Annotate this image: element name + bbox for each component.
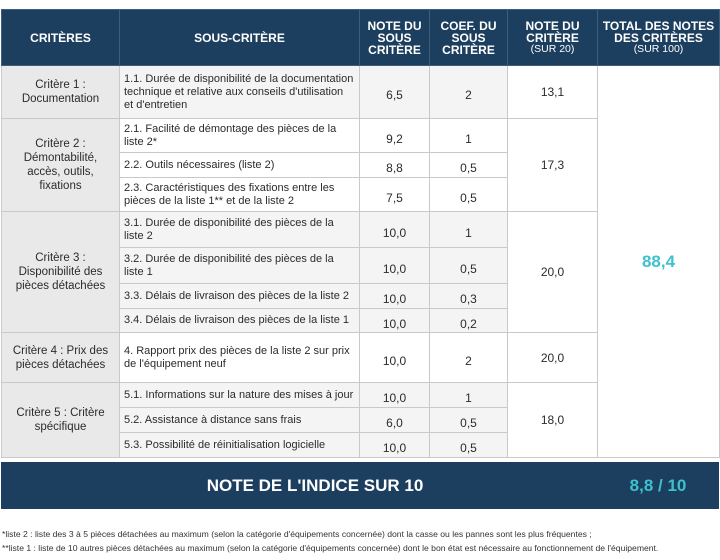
sub-criterion-coef: 2 xyxy=(430,66,508,119)
sub-criterion-note: 10,0 xyxy=(360,383,430,408)
header-row xyxy=(2,10,720,66)
criterion-label: Critère 3 : Disponibilité des pièces détachées xyxy=(2,212,120,333)
criterion-note: 20,0 xyxy=(508,212,598,333)
sub-criterion-coef: 0,5 xyxy=(430,433,508,458)
sub-criterion-coef: 0,5 xyxy=(430,408,508,433)
sub-criterion-label: 3.1. Durée de disponibilité des pièces de la liste 2 xyxy=(120,212,360,248)
sub-criterion-note: 7,5 xyxy=(360,178,430,212)
criterion-note: 17,3 xyxy=(508,119,598,212)
sub-criterion-coef: 1 xyxy=(430,119,508,153)
sub-criterion-note: 6,5 xyxy=(360,66,430,119)
sub-criterion-note: 10,0 xyxy=(360,248,430,284)
sub-criterion-label: 2.1. Facilité de démontage des pièces de la liste 2* xyxy=(120,119,360,153)
sub-criterion-note: 10,0 xyxy=(360,212,430,248)
sub-criterion-coef: 1 xyxy=(430,212,508,248)
header-coef-sous-critere: COEF. DU SOUS CRITÈRE xyxy=(430,10,508,66)
sub-criterion-note: 8,8 xyxy=(360,153,430,178)
criterion-label: Critère 2 : Démontabilité, accès, outils, fixations xyxy=(2,119,120,212)
sub-criterion-label: 3.3. Délais de livraison des pièces de la liste 2 xyxy=(120,284,360,309)
sub-criterion-label: 3.2. Durée de disponibilité des pièces de la liste 1 xyxy=(120,248,360,284)
criterion-note: 18,0 xyxy=(508,383,598,458)
criterion-label: Critère 4 : Prix des pièces détachées xyxy=(2,333,120,383)
index-score-value: 8,8 / 10 xyxy=(629,476,687,495)
criterion-label: Critère 1 : Documentation xyxy=(2,66,120,119)
table-row xyxy=(2,66,720,119)
sub-criterion-label: 5.1. Informations sur la nature des mises à jour xyxy=(120,383,360,408)
header-total-unit: (SUR 100) xyxy=(633,43,684,55)
sub-criterion-note: 6,0 xyxy=(360,408,430,433)
header-note-critere-label: NOTE DU CRITÈRE xyxy=(525,19,580,45)
sub-criterion-coef: 0,5 xyxy=(430,248,508,284)
sub-criterion-label: 2.3. Caractéristiques des fixations entre les pièces de la liste 1** et de la liste 2 xyxy=(120,178,360,212)
criterion-note: 13,1 xyxy=(508,66,598,119)
sub-criterion-label: 4. Rapport prix des pièces de la liste 2 sur prix de l'équipement neuf xyxy=(120,333,360,383)
sub-criterion-label: 1.1. Durée de disponibilité de la documentation technique et relative aux conseils d'utilisation et d'entretien xyxy=(120,66,360,119)
sub-criterion-note: 10,0 xyxy=(360,333,430,383)
footnote-liste-1: **liste 1 : liste de 10 autres pièces détachées au maximum (selon la catégorie d'équipements concernée) dont le bon état est nécessaire au fonctionnement de l'équipement. xyxy=(2,543,659,553)
criterion-note: 20,0 xyxy=(508,333,598,383)
sub-criterion-coef: 2 xyxy=(430,333,508,383)
sub-criterion-note: 9,2 xyxy=(360,119,430,153)
sub-criterion-note: 10,0 xyxy=(360,309,430,333)
sub-criterion-label: 5.2. Assistance à distance sans frais xyxy=(120,408,360,433)
total-value: 88,4 xyxy=(598,66,720,458)
sub-criterion-label: 2.2. Outils nécessaires (liste 2) xyxy=(120,153,360,178)
sub-criterion-label: 3.4. Délais de livraison des pièces de la liste 1 xyxy=(120,309,360,333)
score-table xyxy=(1,9,720,458)
footnote-liste-2: *liste 2 : liste des 3 à 5 pièces détachées au maximum (selon la catégorie d'équipements concernée) dont la casse ou les pannes sont les plus fréquentes ; xyxy=(2,529,592,539)
sub-criterion-coef: 0,5 xyxy=(430,153,508,178)
sub-criterion-note: 10,0 xyxy=(360,433,430,458)
sub-criterion-label: 5.3. Possibilité de réinitialisation logicielle xyxy=(120,433,360,458)
header-note-critere xyxy=(508,10,598,66)
sub-criterion-coef: 0,2 xyxy=(430,309,508,333)
sub-criterion-coef: 0,5 xyxy=(430,178,508,212)
header-note-sous-critere: NOTE DU SOUS CRITÈRE xyxy=(360,10,430,66)
sub-criterion-note: 10,0 xyxy=(360,284,430,309)
header-total-label: TOTAL DES NOTES DES CRITÈRES xyxy=(602,19,715,45)
index-score-bar xyxy=(1,462,719,509)
index-score-label: NOTE DE L'INDICE SUR 10 xyxy=(206,476,424,495)
header-note-critere-unit: (SUR 20) xyxy=(530,43,575,55)
header-total xyxy=(598,10,720,66)
header-sous-critere: SOUS-CRITÈRE xyxy=(120,10,360,66)
header-criteres: CRITÈRES xyxy=(2,10,120,66)
criterion-label: Critère 5 : Critère spécifique xyxy=(2,383,120,458)
sub-criterion-coef: 0,3 xyxy=(430,284,508,309)
sub-criterion-coef: 1 xyxy=(430,383,508,408)
